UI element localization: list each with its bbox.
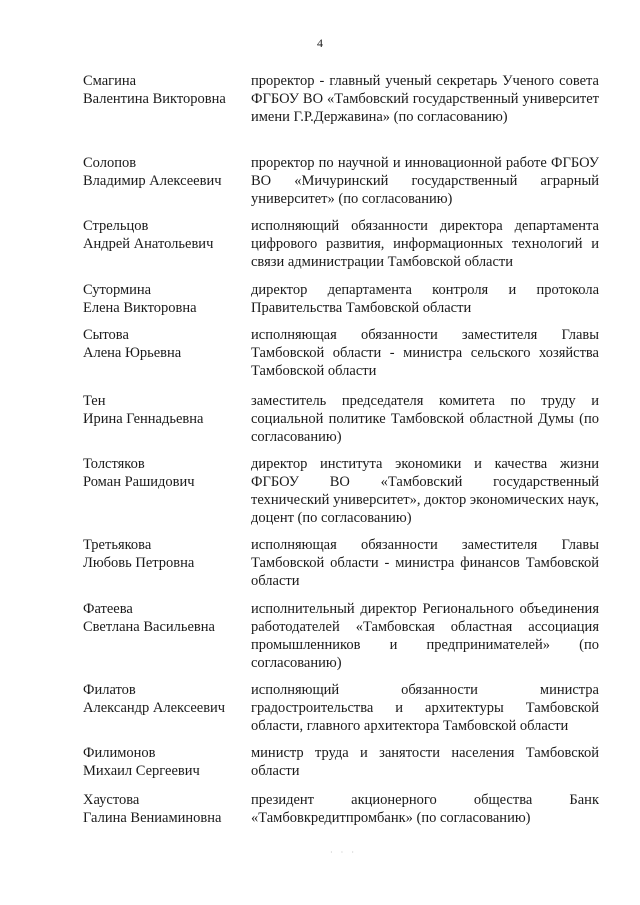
member-name bbox=[83, 281, 248, 317]
member-surname: Солопов bbox=[83, 155, 137, 171]
member-name bbox=[83, 455, 248, 491]
member-given-names: Светлана Васильевна bbox=[83, 619, 215, 635]
member-role: исполнительный директор Регионального объединения работодателей «Тамбовская областная ассоциация промышленников и предпринимателей» (по согласованию) bbox=[251, 601, 599, 671]
member-name bbox=[83, 791, 248, 827]
page-number: 4 bbox=[317, 36, 323, 50]
member-role: директор департамента контроля и протокола Правительства Тамбовской области bbox=[251, 282, 599, 316]
member-name bbox=[83, 217, 248, 253]
member-surname: Смагина bbox=[83, 73, 137, 89]
member-given-names: Михаил Сергеевич bbox=[83, 763, 200, 779]
member-surname: Филатов bbox=[83, 682, 136, 698]
member-given-names: Алена Юрьевна bbox=[83, 345, 182, 361]
member-role: заместитель председателя комитета по труду и социальной политике Тамбовской областной Думы (по согласованию) bbox=[251, 393, 599, 445]
member-given-names: Ирина Геннадьевна bbox=[83, 411, 204, 427]
member-role: исполняющий обязанности директора департамента цифрового развития, информационных технологий и связи администрации Тамбовской области bbox=[251, 218, 599, 270]
member-name bbox=[83, 681, 248, 717]
member-name bbox=[83, 600, 248, 636]
member-role: директор института экономики и качества жизни ФГБОУ ВО «Тамбовский государственный технический университет», доктор экономических наук, доцент (по согласованию) bbox=[251, 456, 599, 526]
member-role: проректор - главный ученый секретарь Ученого совета ФГБОУ ВО «Тамбовский государственный университет имени Г.Р.Державина» (по согласованию) bbox=[251, 73, 599, 125]
member-given-names: Андрей Анатольевич bbox=[83, 236, 214, 252]
member-name bbox=[83, 392, 248, 428]
member-name bbox=[83, 326, 248, 362]
member-name bbox=[83, 744, 248, 780]
member-surname: Третьякова bbox=[83, 537, 152, 553]
member-role: президент акционерного общества Банк «Тамбовкредитпромбанк» (по согласованию) bbox=[251, 792, 599, 826]
member-role: исполняющая обязанности заместителя Главы Тамбовской области - министра финансов Тамбовской области bbox=[251, 537, 599, 589]
member-role: исполняющая обязанности заместителя Главы Тамбовской области - министра сельского хозяйства Тамбовской области bbox=[251, 327, 599, 379]
footer-mark: · · · bbox=[330, 848, 357, 857]
member-surname: Сытова bbox=[83, 327, 129, 343]
member-role: министр труда и занятости населения Тамбовской области bbox=[251, 745, 599, 779]
member-name bbox=[83, 72, 248, 108]
member-given-names: Любовь Петровна bbox=[83, 555, 195, 571]
member-surname: Фатеева bbox=[83, 601, 133, 617]
member-surname: Толстяков bbox=[83, 456, 145, 472]
member-name bbox=[83, 536, 248, 572]
member-given-names: Валентина Викторовна bbox=[83, 91, 226, 107]
member-given-names: Елена Викторовна bbox=[83, 300, 197, 316]
member-name bbox=[83, 154, 248, 190]
member-role: исполняющий обязанности министра градостроительства и архитектуры Тамбовской области, главного архитектора Тамбовской области bbox=[251, 682, 599, 734]
member-surname: Сутормина bbox=[83, 282, 152, 298]
member-given-names: Владимир Алексеевич bbox=[83, 173, 222, 189]
member-role: проректор по научной и инновационной работе ФГБОУ ВО «Мичуринский государственный аграрный университет» (по согласованию) bbox=[251, 155, 599, 207]
member-given-names: Александр Алексеевич bbox=[83, 700, 226, 716]
member-surname: Тен bbox=[83, 393, 106, 409]
member-given-names: Галина Вениаминовна bbox=[83, 810, 222, 826]
member-surname: Хаустова bbox=[83, 792, 140, 808]
member-surname: Филимонов bbox=[83, 745, 156, 761]
member-given-names: Роман Рашидович bbox=[83, 474, 195, 490]
member-surname: Стрельцов bbox=[83, 218, 149, 234]
